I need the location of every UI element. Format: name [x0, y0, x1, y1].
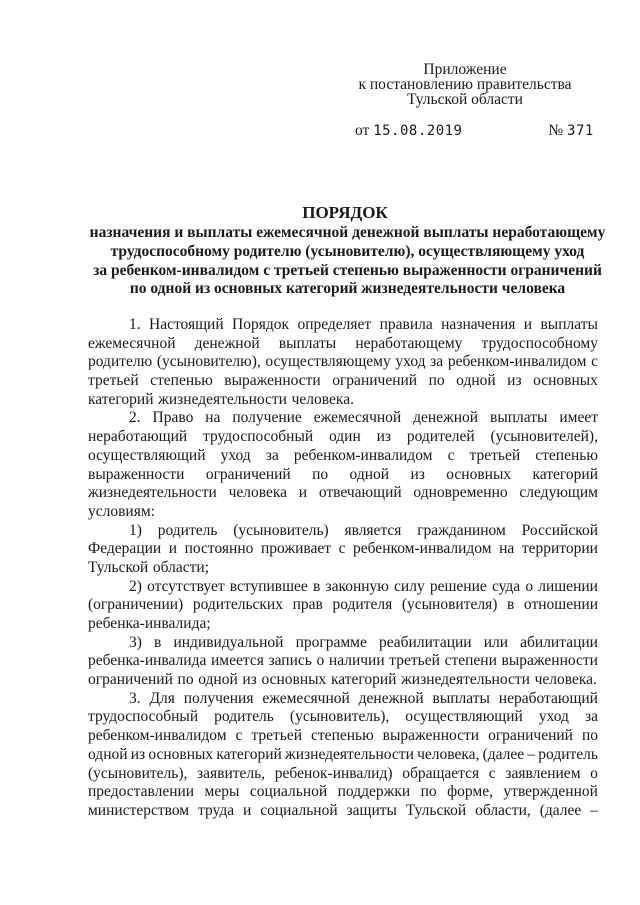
resolution-date: 15.08.2019: [373, 123, 463, 139]
document-body: [88, 316, 598, 821]
body-line: Федерации и постоянно проживает с ребенком-инвалидом на территории: [88, 540, 598, 558]
body-line: Тульской области;: [88, 558, 210, 576]
body-line: выраженности ограничений по одной из основных категорий: [88, 465, 598, 483]
body-line: третьей степенью выраженности ограничений по одной из основных: [88, 372, 598, 390]
appendix-line-2: к постановлению правительства: [358, 76, 572, 93]
body-line: (ограничении) родительских прав родителя (усыновителя) в отношении: [88, 596, 598, 614]
appendix-line-3: Тульской области: [407, 91, 523, 108]
body-line: условиям:: [88, 502, 155, 520]
body-line: 2) отсутствует вступившее в законную силу решение суда о лишении: [129, 577, 598, 595]
body-line: 1. Настоящий Порядок определяет правила назначения и выплаты: [129, 316, 598, 333]
appendix-line-1: Приложение: [423, 61, 507, 78]
body-line: ребенком-инвалидом с третьей степенью выраженности ограничений по: [88, 727, 598, 745]
body-line: министерством труда и социальной защиты Тульской области, (далее –: [88, 801, 598, 819]
resolution-number: 371: [567, 123, 594, 139]
subtitle-line: за ребенком-инвалидом с третьей степенью выраженности ограничений: [93, 261, 602, 279]
appendix-block: [340, 62, 590, 107]
body-line: трудоспособный родитель (усыновитель), осуществляющий уход за: [88, 708, 598, 726]
subtitle-line: трудоспособному родителю (усыновителю), осуществляющему уход: [110, 242, 585, 260]
body-line: ребенка-инвалида имеется запись о наличии третьей степени выраженности: [88, 652, 598, 670]
body-line: жизнедеятельности человека и отвечающий одновременно следующим: [88, 484, 598, 502]
date-prefix: от: [355, 122, 370, 139]
body-line: родителю (усыновителю), осуществляющему уход за ребенком-инвалидом с: [88, 353, 598, 371]
body-line: ежемесячной денежной выплаты неработающему трудоспособному: [88, 334, 598, 352]
body-line: категорий жизнедеятельности человека.: [88, 390, 354, 408]
body-line: предоставлении меры социальной поддержки по форме, утвержденной: [88, 783, 598, 801]
body-line: 3. Для получения ежемесячной денежной выплаты неработающий: [129, 689, 598, 707]
subtitle-line: по одной из основных категорий жизнедеятельности человека: [129, 280, 566, 298]
body-line: 1) родитель (усыновитель) является гражданином Российской: [129, 521, 598, 539]
document-subtitle: [70, 224, 625, 299]
body-line: 3) в индивидуальной программе реабилитации или абилитации: [129, 633, 598, 651]
body-line: неработающий трудоспособный один из родителей (усыновителей),: [88, 428, 598, 446]
number-sign: №: [548, 122, 564, 139]
resolution-dateline: [355, 122, 594, 140]
body-line: одной из основных категорий жизнедеятельности человека, (далее – родитель: [88, 745, 598, 763]
body-line: ограничений по одной из основных категорий жизнедеятельности человека.: [88, 671, 597, 689]
subtitle-line: назначения и выплаты ежемесячной денежной выплаты неработающему: [89, 224, 606, 241]
body-line: осуществляющий уход за ребенком-инвалидом с третьей степенью: [88, 446, 598, 464]
body-line: ребенка-инвалида;: [88, 615, 211, 632]
body-line: 2. Право на получение ежемесячной денежной выплаты имеет: [129, 409, 598, 427]
document-title: ПОРЯДОК: [302, 203, 388, 222]
body-line: (усыновитель), заявитель, ребенок-инвалид) обращается с заявлением о: [88, 764, 598, 782]
